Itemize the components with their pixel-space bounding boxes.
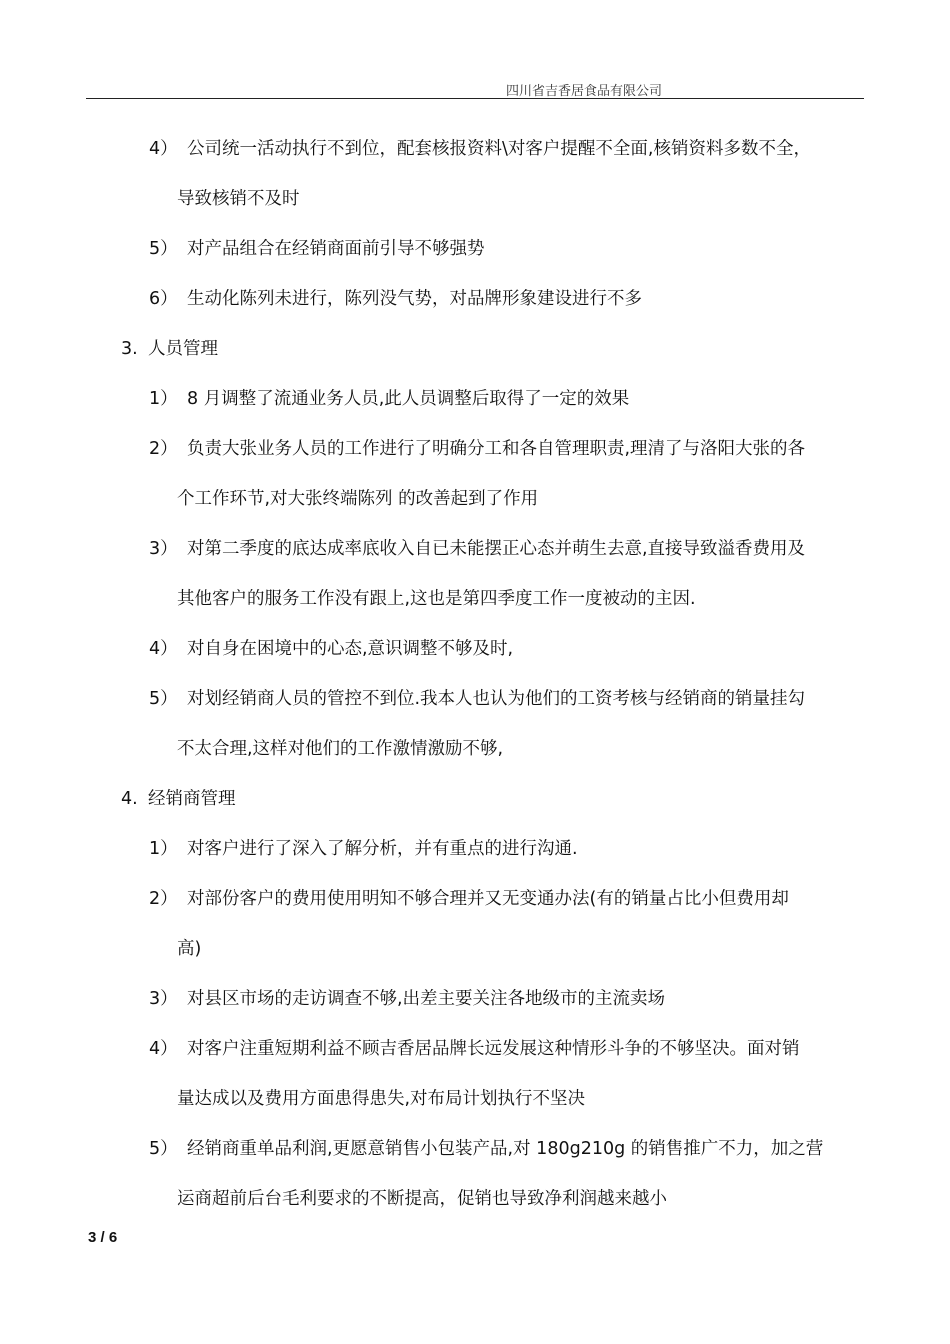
section-number: 4. <box>121 789 138 809</box>
item-text: 量达成以及费用方面患得患失,对布局计划执行不坚决 <box>177 1089 586 1109</box>
item-text: 对客户注重短期利益不顾吉香居品牌长远发展这种情形斗争的不够坚决。面对销 <box>187 1039 800 1059</box>
page-header <box>86 80 864 99</box>
item-text: 对客户进行了深入了解分析，并有重点的进行沟通. <box>187 839 578 859</box>
item-number: 6） <box>149 289 178 309</box>
item-text: 对划经销商人员的管控不到位.我本人也认为他们的工资考核与经销商的销量挂勾 <box>187 689 806 709</box>
item-text: 负责大张业务人员的工作进行了明确分工和各自管理职责,理清了与洛阳大张的各 <box>187 439 806 459</box>
item-number: 4） <box>149 639 178 659</box>
item-text: 运商超前后台毛利要求的不断提高，促销也导致净利润越来越小 <box>177 1189 667 1209</box>
item-number: 1） <box>149 389 178 409</box>
section-heading: 经销商管理 <box>148 789 236 809</box>
item-number: 3） <box>149 539 178 559</box>
item-number: 2） <box>149 439 178 459</box>
item-number: 5） <box>149 1139 178 1159</box>
company-name: 四川省吉香居食品有限公司 <box>505 84 662 99</box>
item-text: 公司统一活动执行不到位，配套核报资料\对客户提醒不全面,核销资料多数不全， <box>187 139 811 159</box>
header-divider <box>86 98 864 99</box>
item-number: 2） <box>149 889 178 909</box>
item-number: 4） <box>149 1039 178 1059</box>
item-number: 1） <box>149 839 178 859</box>
item-number: 3） <box>149 989 178 1009</box>
item-text: 生动化陈列未进行，陈列没气势，对品牌形象建设进行不多 <box>187 289 642 309</box>
item-text: 其他客户的服务工作没有跟上,这也是第四季度工作一度被动的主因. <box>177 589 696 609</box>
item-text: 经销商重单品利润,更愿意销售小包装产品,对 180g210g 的销售推广不力，加之营 <box>187 1139 824 1159</box>
item-text: 对部份客户的费用使用明知不够合理并又无变通办法(有的销量占比小但费用却 <box>187 889 789 909</box>
item-text: 对县区市场的走访调查不够,出差主要关注各地级市的主流卖场 <box>187 989 666 1009</box>
section-number: 3. <box>121 339 138 359</box>
item-number: 5） <box>149 239 178 259</box>
item-text: 个工作环节,对大张终端陈列 的改善起到了作用 <box>177 489 539 509</box>
section-heading: 人员管理 <box>148 339 218 359</box>
page-number: 3 / 6 <box>88 1229 118 1246</box>
item-text: 高) <box>177 939 202 959</box>
item-text: 8 月调整了流通业务人员,此人员调整后取得了一定的效果 <box>187 389 630 409</box>
item-text: 对自身在困境中的心态,意识调整不够及时, <box>187 639 514 659</box>
item-number: 5） <box>149 689 178 709</box>
item-text: 对产品组合在经销商面前引导不够强势 <box>187 239 485 259</box>
item-text: 不太合理,这样对他们的工作激情激励不够, <box>177 739 504 759</box>
item-number: 4） <box>149 139 178 159</box>
item-text: 导致核销不及时 <box>177 189 300 209</box>
item-text: 对第二季度的底达成率底收入自已未能摆正心态并萌生去意,直接导致溢香费用及 <box>187 539 806 559</box>
